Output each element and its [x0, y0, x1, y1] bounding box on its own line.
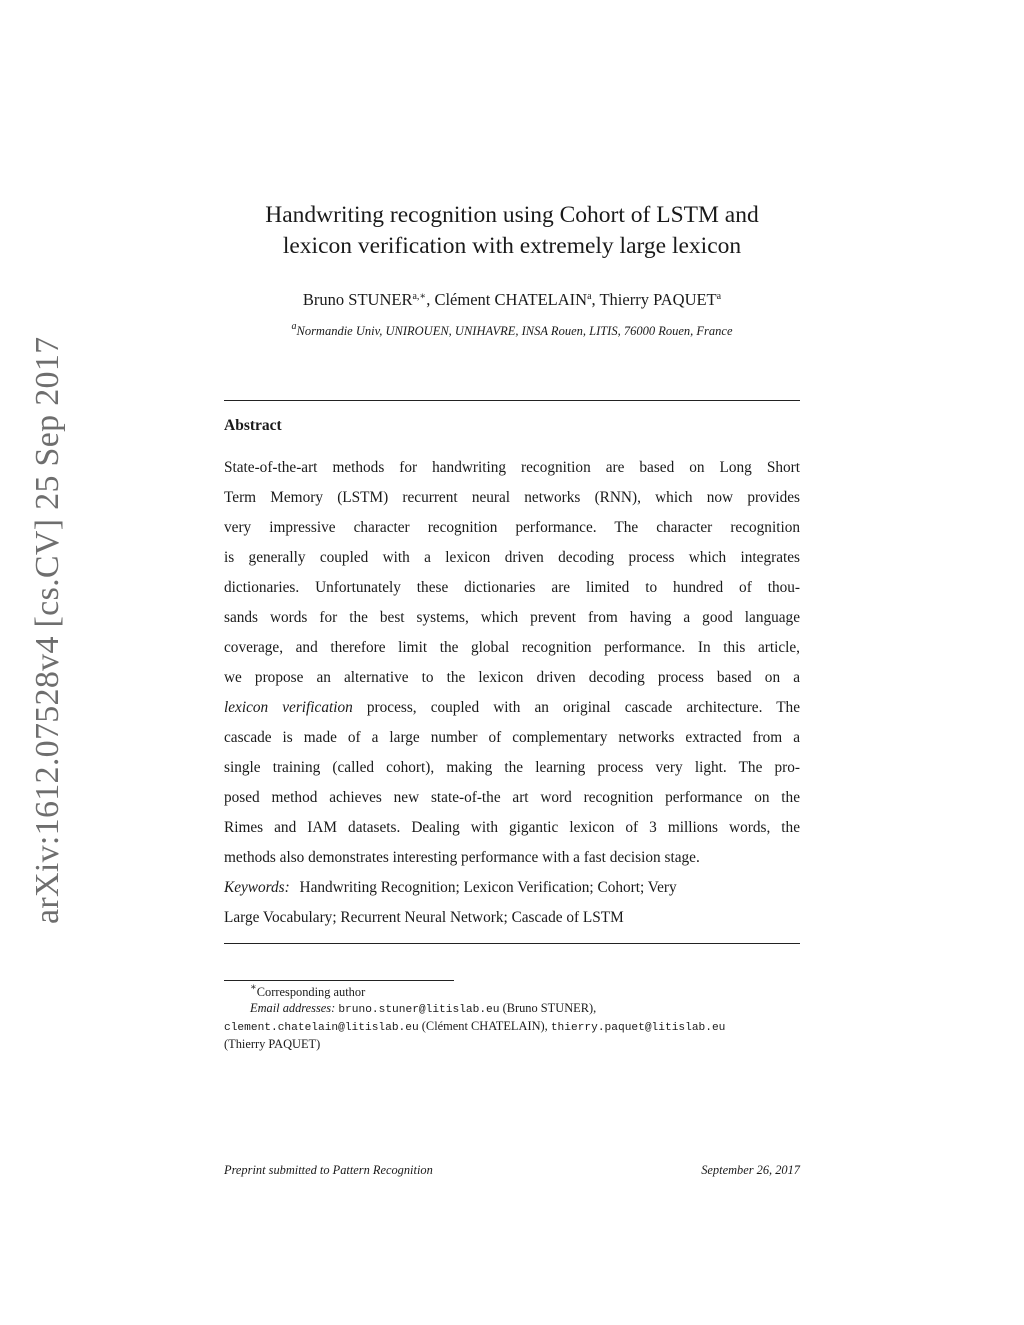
- author-name: Thierry PAQUET: [599, 290, 717, 309]
- footnote-mark: ∗: [250, 982, 257, 993]
- abstract-line: cascade is made of a large number of complementary networks extracted from a: [224, 729, 800, 746]
- affiliation: [180, 321, 844, 339]
- keywords-line: Large Vocabulary; Recurrent Neural Network; Cascade of LSTM: [224, 909, 624, 926]
- email-link[interactable]: bruno.stuner@litislab.eu: [338, 1004, 500, 1016]
- abstract-line: Rimes and IAM datasets. Dealing with gigantic lexicon of 3 millions words, the: [224, 819, 800, 836]
- title-line-1: Handwriting recognition using Cohort of LSTM and: [265, 202, 759, 228]
- abstract-line: methods also demonstrates interesting performance with a fast decision stage.: [224, 849, 700, 866]
- abstract-line: posed method achieves new state-of-the art word recognition performance on the: [224, 789, 800, 806]
- abstract-line: is generally coupled with a lexicon driven decoding process which integrates: [224, 549, 800, 566]
- abstract-line: State-of-the-art methods for handwriting recognition are based on Long Short: [224, 459, 800, 476]
- email-line: [224, 1000, 800, 1018]
- keywords-line: [224, 874, 800, 904]
- abstract-line: [224, 694, 800, 724]
- abstract-line: dictionaries. Unfortunately these dictionaries are limited to hundred of thou-: [224, 579, 800, 596]
- author-list: [180, 290, 844, 310]
- author-affil-mark: a,∗: [412, 291, 427, 302]
- author-affil-mark: a: [716, 291, 722, 302]
- author-separator: ,: [591, 290, 600, 309]
- abstract-line-rest: process, coupled with an original cascade architecture. The: [352, 699, 800, 716]
- affiliation-mark: a: [291, 321, 297, 332]
- corresponding-author-text: Corresponding author: [256, 985, 366, 999]
- abstract-line: single training (called cohort), making the learning process very light. The pro-: [224, 759, 800, 776]
- page-footer: [224, 1163, 800, 1178]
- keywords-label: Keywords:: [224, 879, 290, 896]
- email-owner: (Clément CHATELAIN),: [418, 1019, 551, 1033]
- author-name: Clément CHATELAIN: [434, 290, 588, 309]
- abstract-heading: Abstract: [224, 417, 282, 434]
- abstract-line: Term Memory (LSTM) recurrent neural networks (RNN), which now provides: [224, 489, 800, 506]
- author-separator: ,: [426, 290, 435, 309]
- affiliation-text: Normandie Univ, UNIROUEN, UNIHAVRE, INSA Rouen, LITIS, 76000 Rouen, France: [296, 324, 733, 338]
- corresponding-author-note: [224, 984, 800, 1000]
- italic-term: lexicon verification: [224, 699, 353, 716]
- abstract-line: we propose an alternative to the lexicon driven decoding process based on a: [224, 669, 800, 686]
- abstract-body: [224, 454, 800, 934]
- footer-journal: Preprint submitted to Pattern Recognition: [224, 1163, 433, 1177]
- title-line-2: lexicon verification with extremely large lexicon: [282, 233, 742, 259]
- abstract-line: coverage, and therefore limit the global recognition performance. In this article,: [224, 639, 800, 656]
- footnote-rule: [224, 980, 454, 981]
- keywords-text: Handwriting Recognition; Lexicon Verification; Cohort; Very: [299, 879, 677, 896]
- arxiv-identifier-stamp: arXiv:1612.07528v4 [cs.CV] 25 Sep 2017: [29, 336, 66, 924]
- email-link[interactable]: thierry.paquet@litislab.eu: [550, 1022, 726, 1034]
- author-name: Bruno STUNER: [302, 290, 413, 309]
- email-owner-line: (Thierry PAQUET): [224, 1037, 321, 1051]
- footnote: [224, 984, 800, 1052]
- abstract-line: sands words for the best systems, which prevent from having a good language: [224, 609, 800, 626]
- abstract-top-rule: [224, 400, 800, 401]
- abstract-bottom-rule: [224, 943, 800, 944]
- email-owner: (Bruno STUNER),: [499, 1001, 597, 1015]
- paper-title: [180, 200, 844, 262]
- email-label: Email addresses:: [250, 1001, 336, 1015]
- footer-date: September 26, 2017: [701, 1163, 800, 1177]
- email-line: [224, 1018, 800, 1036]
- abstract-line: very impressive character recognition performance. The character recognition: [224, 519, 800, 536]
- email-link[interactable]: clement.chatelain@litislab.eu: [224, 1022, 419, 1034]
- author-affil-mark: a: [587, 291, 592, 302]
